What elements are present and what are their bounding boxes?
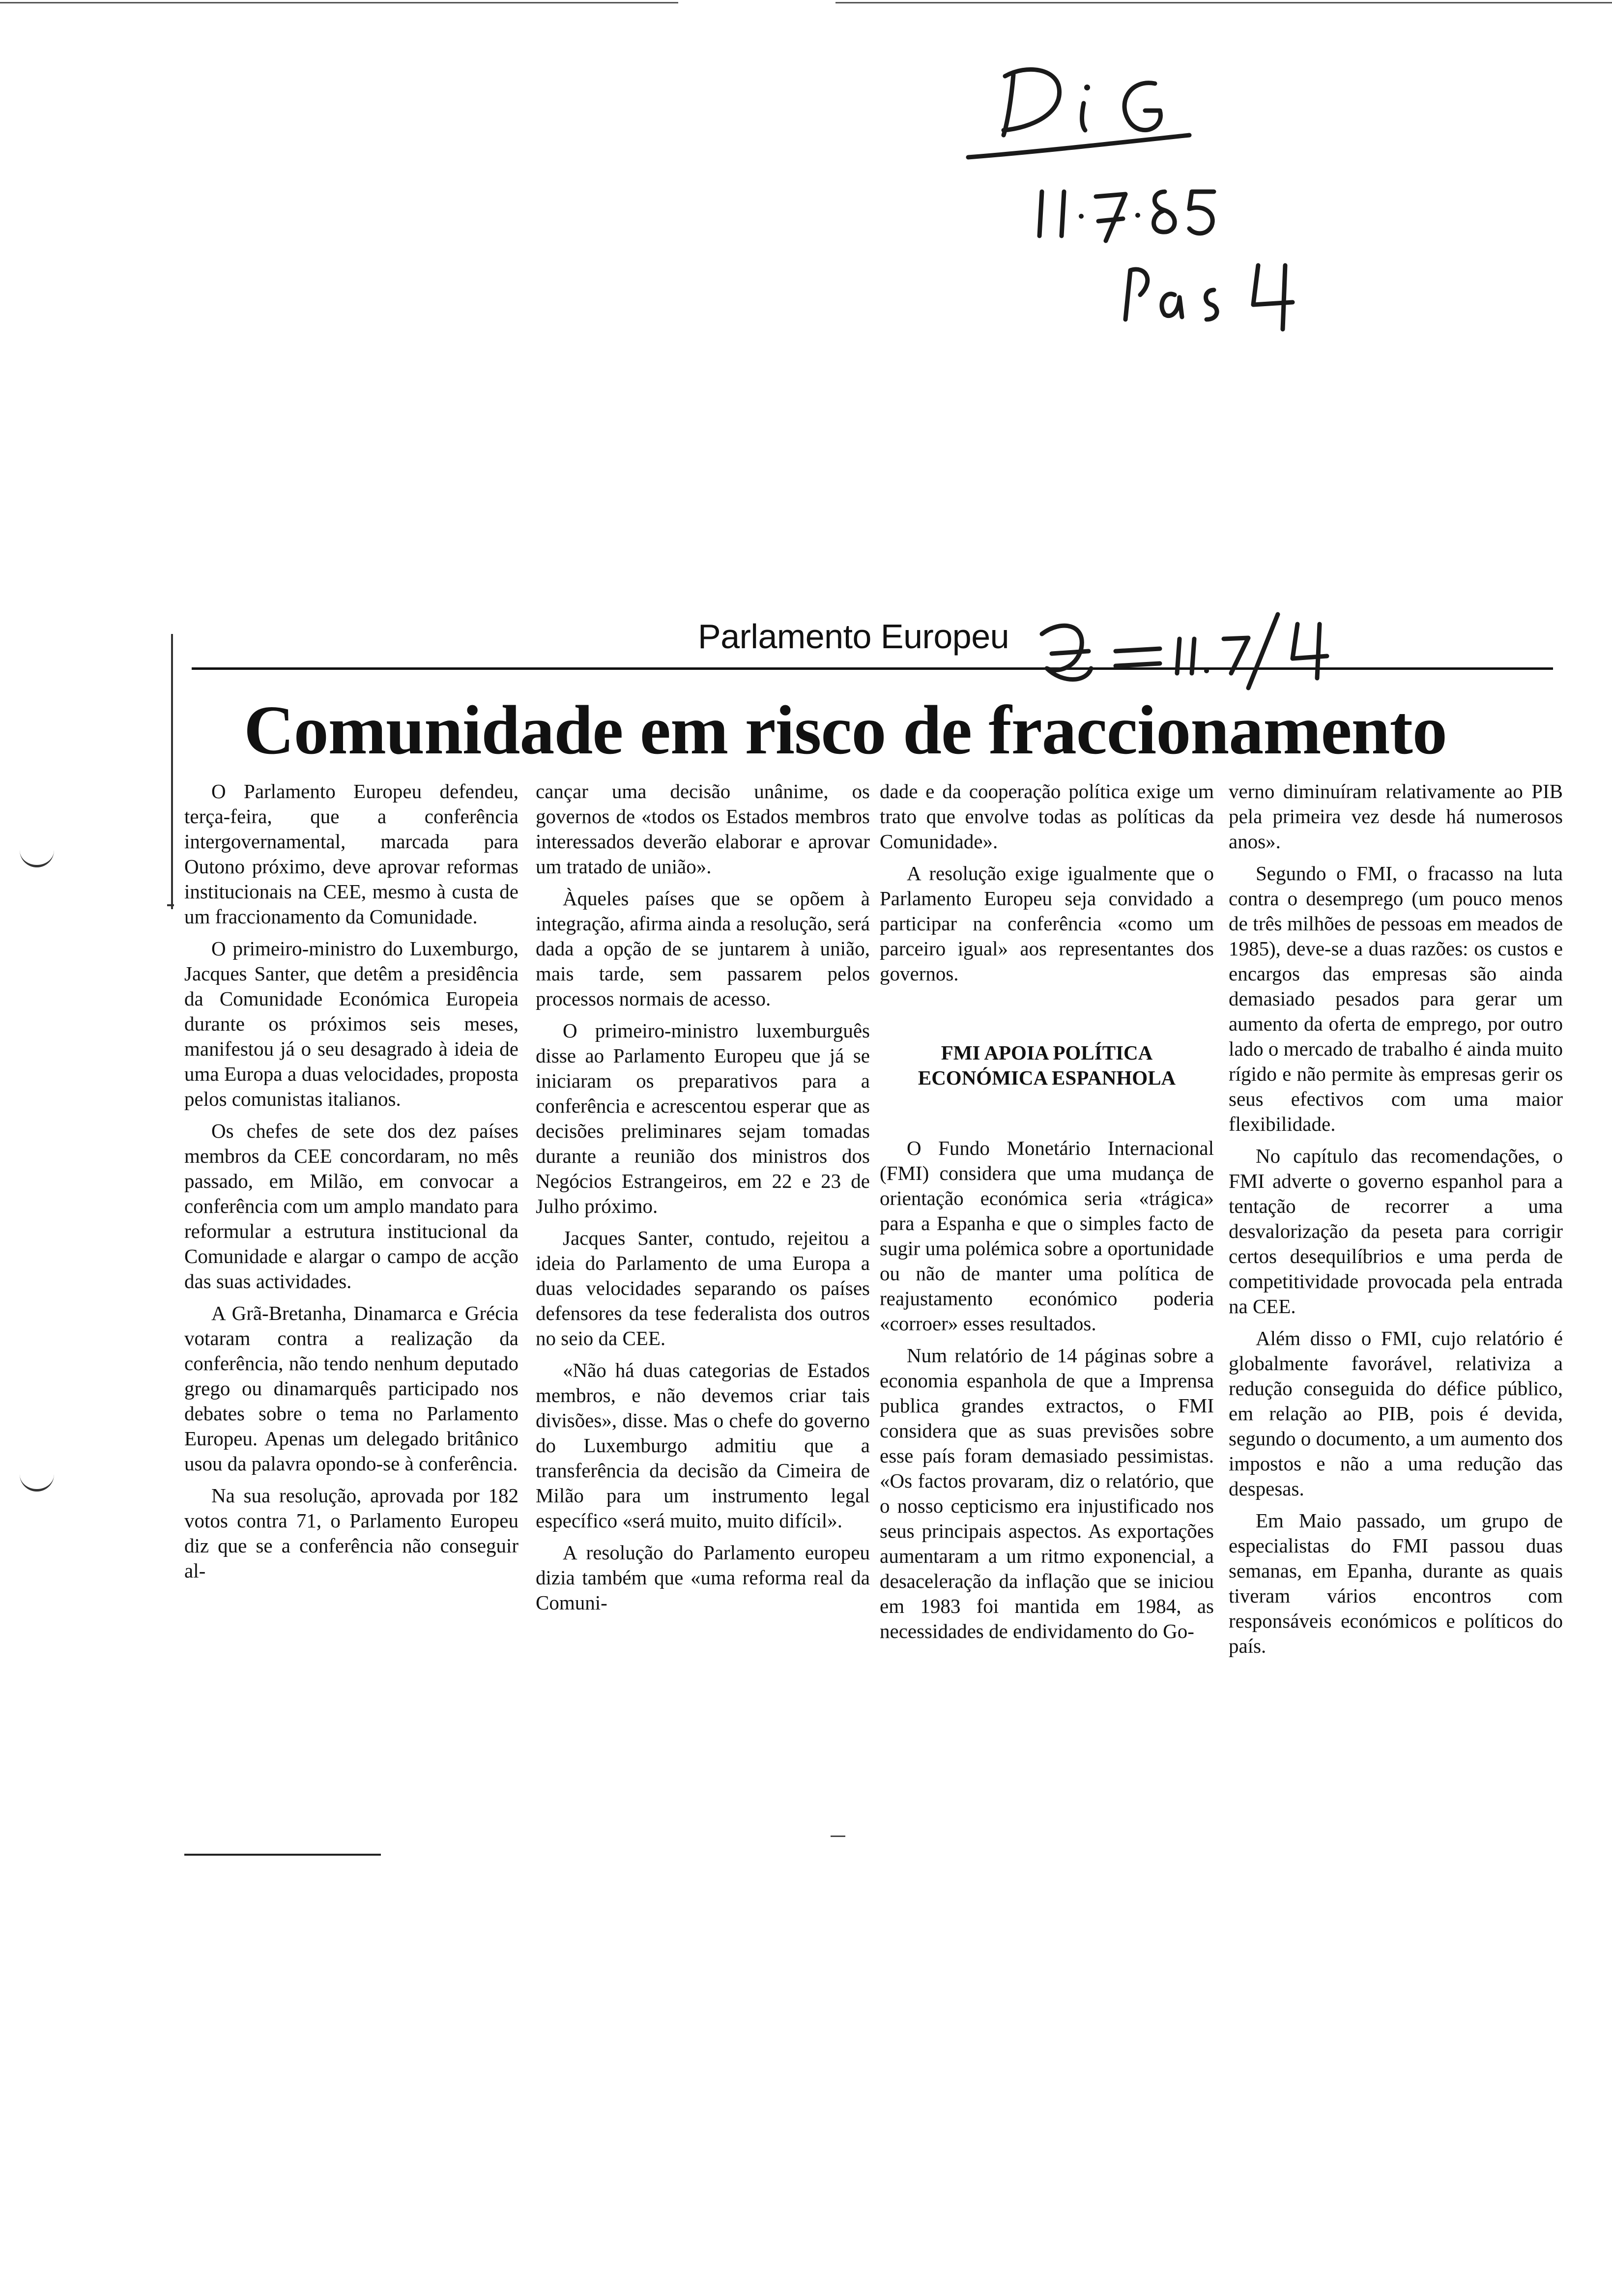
handwritten-header-mark	[1032, 604, 1356, 693]
paragraph: O primeiro-ministro luxemburguês disse ao Parlamento Europeu que já se iniciaram os preparativos para a conferência e acrescentou esperar que as decisões preliminares sejam tomadas durante a reunião dos ministros dos Negócios Estrangeiros, em 22 e 23 de Julho próximo.	[536, 1019, 870, 1217]
scan-edge-rule	[835, 2, 1612, 3]
paragraph: Num relatório de 14 páginas sobre a economia espanhola de que a Imprensa publica grandes extractos, o FMI considera que as suas previsões sobre esse país foram demasiado pessimistas. «Os factos provaram, diz o relatório, que o nosso cepticismo era injustificado nos seus principais aspectos. As exportações aumentaram a um ritmo exponencial, a desaceleração da inflação que se iniciou em 1983 foi mantida em 1984, as necessidades de endividamento do Go-	[880, 1344, 1214, 1642]
paragraph: A Grã-Bretanha, Dinamarca e Grécia votaram contra a realização da conferência, não tendo nenhum deputado grego ou dinamarquês participado nos debates sobre o tema no Parlamento Europeu. Apenas um delegado britânico usou da palavra opondo-se à conferência.	[184, 1302, 518, 1475]
paragraph: A resolução do Parlamento europeu dizia também que «uma reforma real da Comuni-	[536, 1541, 870, 1614]
scan-edge-rule	[0, 2, 678, 3]
handwritten-annotation	[958, 29, 1361, 334]
subheading-line: ECONÓMICA ESPANHOLA	[918, 1066, 1176, 1089]
article-end-rule	[184, 1854, 381, 1856]
paragraph: Na sua resolução, aprovada por 182 votos contra 71, o Parlamento Europeu diz que se a conferência não conseguir al-	[184, 1484, 518, 1582]
punch-hole-mark	[20, 845, 54, 867]
paragraph: Em Maio passado, um grupo de especialistas do FMI passou duas semanas, em Epanha, durante as quais tiveram vários encontros com responsáveis económicos e políticos do país.	[1229, 1509, 1563, 1657]
article-column-3	[880, 779, 1214, 1651]
paragraph: verno diminuíram relativamente ao PIB pela primeira vez desde há numerosos anos».	[1229, 780, 1563, 853]
paragraph: O Parlamento Europeu defendeu, terça-feira, que a conferência intergovernamental, marcada para Outono próximo, deve aprovar reformas institucionais na CEE, mesmo à custa de um fraccionamento da Comunidade.	[184, 780, 518, 928]
paragraph: O Fundo Monetário Internacional (FMI) considera que uma mudança de orientação económica seria «trágica» para a Espanha e que o simples facto de sugir uma polémica sobre a oportunidade ou não de manter uma política de reajustamento económico poderia «corroer» esses resultados.	[880, 1137, 1214, 1335]
article-column-1	[184, 779, 518, 1590]
margin-rule	[171, 634, 173, 909]
paragraph: A resolução exige igualmente que o Parlamento Europeu seja convidado a participar na conferência «como um parceiro igual» aos representantes dos governos.	[880, 862, 1214, 985]
paragraph: dade e da cooperação política exige um trato que envolve todas as políticas da Comunidade».	[880, 780, 1214, 853]
headline: Comunidade em risco de fraccionamento	[244, 691, 1447, 769]
article-column-2	[536, 779, 870, 1622]
subheading	[880, 1040, 1214, 1091]
paragraph: Segundo o FMI, o fracasso na luta contra o desemprego (um pouco menos de três milhões de pessoas em meados de 1985), deve-se a duas razões: os custos e encargos das empresas são ainda demasiado pesados para gerar um aumento da oferta de emprego, por outro lado o mercado de trabalho é ainda muito rígido e não permite às empresas gerir os seus efectivos com uma maior flexibilidade.	[1229, 862, 1563, 1135]
column-end-dash	[831, 1836, 845, 1837]
punch-hole-mark	[20, 1469, 54, 1492]
paragraph: Àqueles países que se opõem à integração, afirma ainda a resolução, será dada a opção de se juntarem à união, mais tarde, sem passarem pelos processos normais de acesso.	[536, 887, 870, 1010]
handwritten-note-image	[958, 29, 1361, 334]
section-kicker: Parlamento Europeu	[698, 617, 1009, 656]
subheading-line: FMI APOIA POLÍTICA	[941, 1041, 1153, 1064]
paragraph: No capítulo das recomendações, o FMI adverte o governo espanhol para a tentação de recorrer a uma desvalorização da peseta para corrigir certos desequilíbrios e uma perda de competitividade provocada pela entrada na CEE.	[1229, 1145, 1563, 1318]
paragraph: cançar uma decisão unânime, os governos de «todos os Estados membros interessados deverão elaborar e aprovar um tratado de união».	[536, 780, 870, 878]
paragraph: «Não há duas categorias de Estados membros, e não devemos criar tais divisões», disse. Mas o chefe do governo do Luxemburgo admitiu que a transferência da decisão da Cimeira de Milão para um instrumento legal específico «será muito, muito difícil».	[536, 1359, 870, 1532]
paragraph: Os chefes de sete dos dez países membros da CEE concordaram, no mês passado, em Milão, em convocar a conferência com um amplo mandato para reformular a estrutura institucional da Comunidade e alargar o campo de acção das suas actividades.	[184, 1119, 518, 1292]
article-column-4	[1229, 779, 1563, 1665]
margin-tick	[167, 904, 174, 906]
paragraph: Além disso o FMI, cujo relatório é globalmente favorável, relativiza a redução conseguida do défice público, em relação ao PIB, pois é devida, segundo o documento, a um aumento dos impostos e não a uma redução das despesas.	[1229, 1327, 1563, 1500]
paragraph: Jacques Santer, contudo, rejeitou a ideia do Parlamento de uma Europa a duas velocidades separando os países defensores da tese federalista dos outros no seio da CEE.	[536, 1227, 870, 1349]
paragraph: O primeiro-ministro do Luxemburgo, Jacques Santer, que detêm a presidência da Comunidade Económica Europeia durante os próximos seis meses, manifestou já o seu desagrado à ideia de uma Europa a duas velocidades, proposta pelos comunistas italianos.	[184, 937, 518, 1110]
